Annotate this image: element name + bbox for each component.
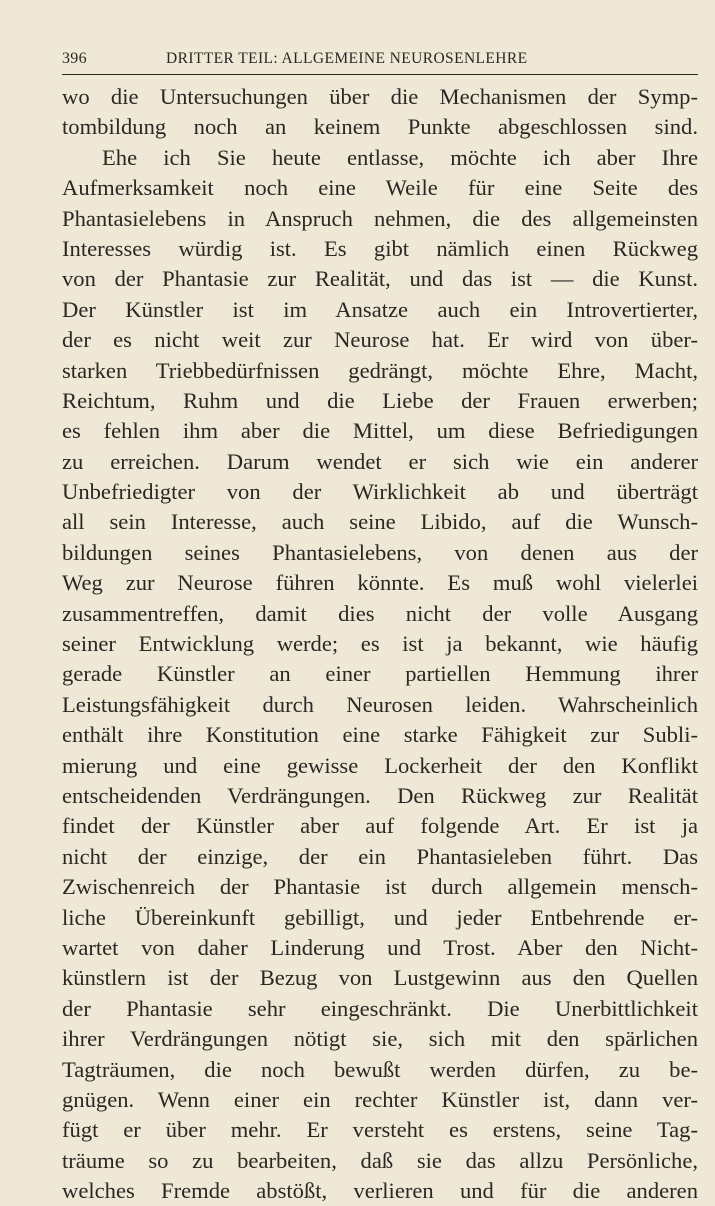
text-line: Phantasielebens in Anspruch nehmen, die des allgemeinsten <box>62 205 698 231</box>
text-line: Der Künstler ist im Ansatze auch ein Introvertierter, <box>62 296 698 322</box>
page-number: 396 <box>62 50 87 67</box>
text-line: findet der Künstler aber auf folgende Art. Er ist ja <box>62 813 698 839</box>
text-line: Leistungsfähigkeit durch Neurosen leiden. Wahrscheinlich <box>62 691 698 717</box>
text-line: liche Übereinkunft gebilligt, und jeder Entbehrende er- <box>62 904 698 930</box>
text-line: gnügen. Wenn einer ein rechter Künstler ist, dann ver- <box>62 1086 698 1112</box>
text-line: all sein Interesse, auch seine Libido, auf die Wunsch- <box>62 509 698 535</box>
text-line: Interesses würdig ist. Es gibt nämlich einen Rückweg <box>62 235 698 261</box>
text-line: tombildung noch an keinem Punkte abgeschlossen sind. <box>62 114 698 140</box>
body-text <box>62 82 698 1206</box>
text-line: wo die Untersuchungen über die Mechanismen der Symp- <box>62 84 698 109</box>
text-line: seiner Entwicklung werde; es ist ja bekannt, wie häufig <box>62 631 698 657</box>
text-line: zusammentreffen, damit dies nicht der volle Ausgang <box>62 600 698 626</box>
text-line: Ehe ich Sie heute entlasse, möchte ich aber Ihre <box>102 144 698 170</box>
text-line: der es nicht weit zur Neurose hat. Er wird von über- <box>62 327 698 353</box>
running-title: DRITTER TEIL: ALLGEMEINE NEUROSENLEHRE <box>166 50 528 67</box>
text-line: Unbefriedigter von der Wirklichkeit ab und überträgt <box>62 479 698 505</box>
text-line: Zwischenreich der Phantasie ist durch allgemein mensch- <box>62 874 698 900</box>
text-line: ihrer Verdrängungen nötigt sie, sich mit den spärlichen <box>62 1026 698 1052</box>
text-line: Aufmerksamkeit noch eine Weile für eine Seite des <box>62 175 698 201</box>
text-line: bildungen seines Phantasielebens, von denen aus der <box>62 539 698 565</box>
text-line: Reichtum, Ruhm und die Liebe der Frauen erwerben; <box>62 387 698 413</box>
text-line: mierung und eine gewisse Lockerheit der den Konflikt <box>62 752 698 778</box>
text-line: gerade Künstler an einer partiellen Hemmung ihrer <box>62 661 698 687</box>
text-line: wartet von daher Linderung und Trost. Aber den Nicht- <box>62 934 698 960</box>
text-line: es fehlen ihm aber die Mittel, um diese Befriedigungen <box>62 418 698 444</box>
page-header <box>62 50 698 75</box>
text-line: Tagträumen, die noch bewußt werden dürfen, zu be- <box>62 1056 698 1082</box>
text-line: Weg zur Neurose führen könnte. Es muß wohl vielerlei <box>62 570 698 596</box>
text-line: zu erreichen. Darum wendet er sich wie ein anderer <box>62 448 698 474</box>
text-line: künstlern ist der Bezug von Lustgewinn aus den Quellen <box>62 965 698 991</box>
text-line: enthält ihre Konstitution eine starke Fähigkeit zur Subli- <box>62 722 698 748</box>
text-line: welches Fremde abstößt, verlieren und für die anderen <box>62 1178 698 1204</box>
text-line: der Phantasie sehr eingeschränkt. Die Unerbittlichkeit <box>62 995 698 1021</box>
text-line: von der Phantasie zur Realität, und das ist — die Kunst. <box>62 266 698 292</box>
text-line: starken Triebbedürfnissen gedrängt, möchte Ehre, Macht, <box>62 357 698 383</box>
text-line: entscheidenden Verdrängungen. Den Rückweg zur Realität <box>62 782 698 808</box>
text-line: nicht der einzige, der ein Phantasieleben führt. Das <box>62 843 698 869</box>
text-line: träume so zu bearbeiten, daß sie das allzu Persönliche, <box>62 1147 698 1173</box>
text-line: fügt er über mehr. Er versteht es erstens, seine Tag- <box>62 1117 698 1143</box>
